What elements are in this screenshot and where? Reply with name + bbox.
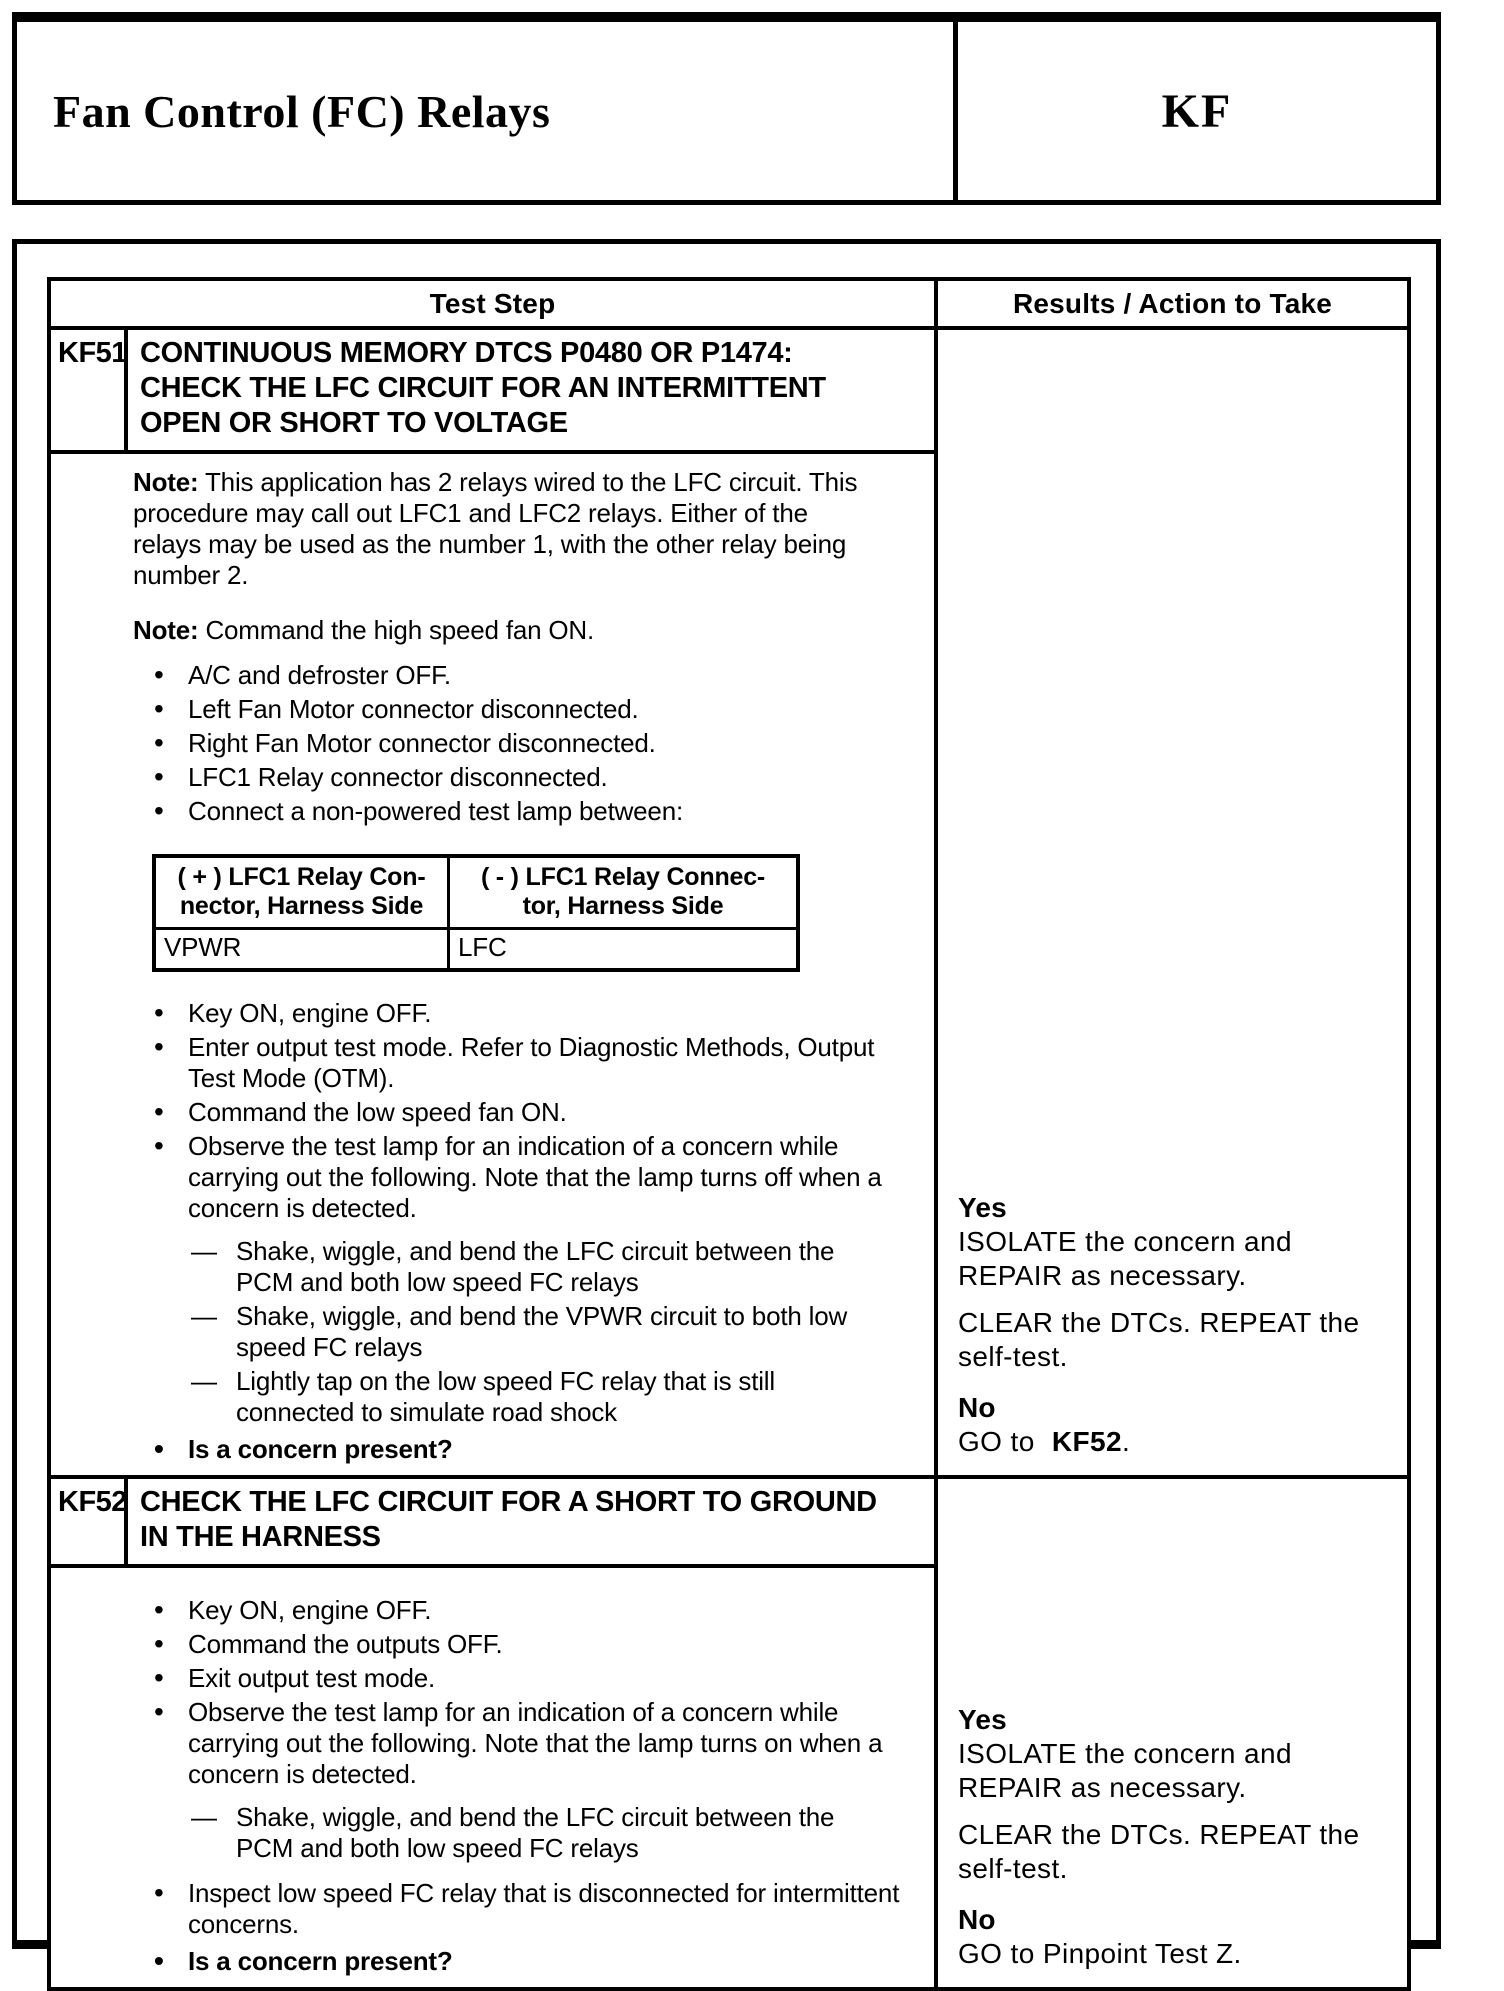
kf52-bullet-list-2 bbox=[51, 1878, 934, 1940]
result-no-action bbox=[958, 1425, 1399, 1459]
note-label: Note: bbox=[133, 615, 199, 645]
list-item: • Key ON, engine OFF. bbox=[51, 1595, 934, 1626]
list-item: • Observe the test lamp for an indication of a concern while carrying out the following. Note that the lamp turns on when a concern is detected. bbox=[51, 1697, 934, 1790]
pinpoint-test-table bbox=[47, 277, 1411, 1991]
test-step-row-kf51 bbox=[51, 330, 1407, 1475]
kf51-step-id: KF51 bbox=[51, 330, 128, 450]
list-item: • Inspect low speed FC relay that is disconnected for intermittent concerns. bbox=[51, 1878, 934, 1940]
note-label: Note: bbox=[133, 467, 199, 497]
note-text: This application has 2 relays wired to the LFC circuit. This procedure may call out LFC1 and LFC2 relays. Either of the relays may be used as the number 1, with the other relay being number 2. bbox=[133, 467, 858, 590]
header-line: tor, Harness Side bbox=[522, 892, 724, 920]
column-header-test-step: Test Step bbox=[51, 281, 938, 326]
result-no-label: No bbox=[958, 1392, 996, 1423]
result-yes-action-2: CLEAR the DTCs. REPEAT the self-test. bbox=[958, 1307, 1360, 1372]
result-no-action bbox=[958, 1937, 1399, 1971]
result-yes-label: Yes bbox=[958, 1704, 1007, 1735]
kf51-note-1 bbox=[133, 467, 874, 591]
kf52-heading-row bbox=[51, 1479, 934, 1568]
kf52-bullet-list-1 bbox=[51, 1595, 934, 1790]
test-step-row-kf52 bbox=[51, 1475, 1407, 1987]
kf51-test-step-cell bbox=[51, 330, 938, 1475]
result-yes-label: Yes bbox=[958, 1192, 1007, 1223]
kf51-step-title: CONTINUOUS MEMORY DTCS P0480 OR P1474: CHECK THE LFC CIRCUIT FOR AN INTERMITTENT OPEN OR SHORT TO VOLTAGE bbox=[140, 337, 826, 439]
dash-item: — Lightly tap on the low speed FC relay that is still connected to simulate road shock bbox=[51, 1366, 934, 1428]
go-to-suffix: . bbox=[1121, 1426, 1131, 1457]
list-item: • Exit output test mode. bbox=[51, 1663, 934, 1694]
page-title: Fan Control (FC) Relays bbox=[53, 85, 551, 137]
connector-table-header-positive bbox=[156, 858, 450, 927]
kf51-bullet-list-2 bbox=[51, 998, 934, 1224]
table-header-row bbox=[51, 281, 1407, 330]
kf52-step-body bbox=[51, 1568, 934, 1987]
connector-table-header-row bbox=[156, 858, 796, 930]
header-line: nector, Harness Side bbox=[179, 892, 424, 920]
lfc1-connector-table bbox=[152, 854, 800, 972]
kf51-heading-row bbox=[51, 330, 934, 454]
kf51-results-cell bbox=[938, 330, 1407, 1475]
kf52-dash-list bbox=[51, 1802, 934, 1864]
list-item: • Enter output test mode. Refer to Diagnostic Methods, Output Test Mode (OTM). bbox=[51, 1032, 934, 1094]
list-item: • A/C and defroster OFF. bbox=[51, 660, 934, 691]
list-item: • Key ON, engine OFF. bbox=[51, 998, 934, 1029]
go-to-text: GO to bbox=[958, 1426, 1043, 1457]
go-to-target: KF52 bbox=[1051, 1426, 1122, 1457]
list-item: • Command the outputs OFF. bbox=[51, 1629, 934, 1660]
kf51-question: • Is a concern present? bbox=[51, 1434, 934, 1465]
column-header-results: Results / Action to Take bbox=[1012, 288, 1333, 319]
connector-table-cell-lfc: LFC bbox=[458, 932, 507, 962]
list-item: • Command the low speed fan ON. bbox=[51, 1097, 934, 1128]
note-text: Command the high speed fan ON. bbox=[205, 615, 595, 645]
page-header-title-cell bbox=[17, 22, 958, 200]
dash-item: — Shake, wiggle, and bend the LFC circuit between the PCM and both low speed FC relays bbox=[51, 1236, 934, 1298]
list-item: • Connect a non-powered test lamp between: bbox=[51, 796, 934, 827]
page-header bbox=[12, 12, 1441, 205]
list-item: • LFC1 Relay connector disconnected. bbox=[51, 762, 934, 793]
connector-table-data-row bbox=[156, 930, 796, 968]
kf52-step-id: KF52 bbox=[51, 1479, 128, 1564]
result-yes-action-1: ISOLATE the concern and REPAIR as necessary. bbox=[958, 1738, 1292, 1803]
content-frame bbox=[12, 239, 1441, 1976]
go-to-text: GO to Pinpoint Test Z. bbox=[958, 1938, 1242, 1969]
list-item: • Right Fan Motor connector disconnected. bbox=[51, 728, 934, 759]
kf52-test-step-cell bbox=[51, 1479, 938, 1987]
section-code: KF bbox=[1161, 84, 1233, 138]
header-line: ( + ) LFC1 Relay Con- bbox=[177, 863, 426, 891]
list-item: • Left Fan Motor connector disconnected. bbox=[51, 694, 934, 725]
list-item: • Observe the test lamp for an indication of a concern while carrying out the following. Note that the lamp turns off when a concern is detected. bbox=[51, 1131, 934, 1224]
kf52-question: • Is a concern present? bbox=[51, 1946, 934, 1977]
kf52-step-title: CHECK THE LFC CIRCUIT FOR A SHORT TO GROUND IN THE HARNESS bbox=[140, 1486, 877, 1553]
kf51-dash-list bbox=[51, 1236, 934, 1428]
result-no-label: No bbox=[958, 1904, 996, 1935]
dash-item: — Shake, wiggle, and bend the LFC circuit between the PCM and both low speed FC relays bbox=[51, 1802, 934, 1864]
dash-item: — Shake, wiggle, and bend the VPWR circuit to both low speed FC relays bbox=[51, 1301, 934, 1363]
result-yes-action-2: CLEAR the DTCs. REPEAT the self-test. bbox=[958, 1819, 1360, 1884]
connector-table-cell-vpwr: VPWR bbox=[156, 930, 450, 968]
kf51-note-2 bbox=[133, 615, 874, 646]
kf51-step-body bbox=[51, 454, 934, 1475]
page-header-code-cell bbox=[958, 22, 1436, 200]
header-line: ( - ) LFC1 Relay Connec- bbox=[480, 863, 766, 891]
connector-table-header-negative bbox=[450, 858, 796, 927]
kf51-bullet-list-1 bbox=[51, 660, 934, 827]
kf52-results-cell bbox=[938, 1479, 1407, 1987]
result-yes-action-1: ISOLATE the concern and REPAIR as necessary. bbox=[958, 1226, 1292, 1291]
